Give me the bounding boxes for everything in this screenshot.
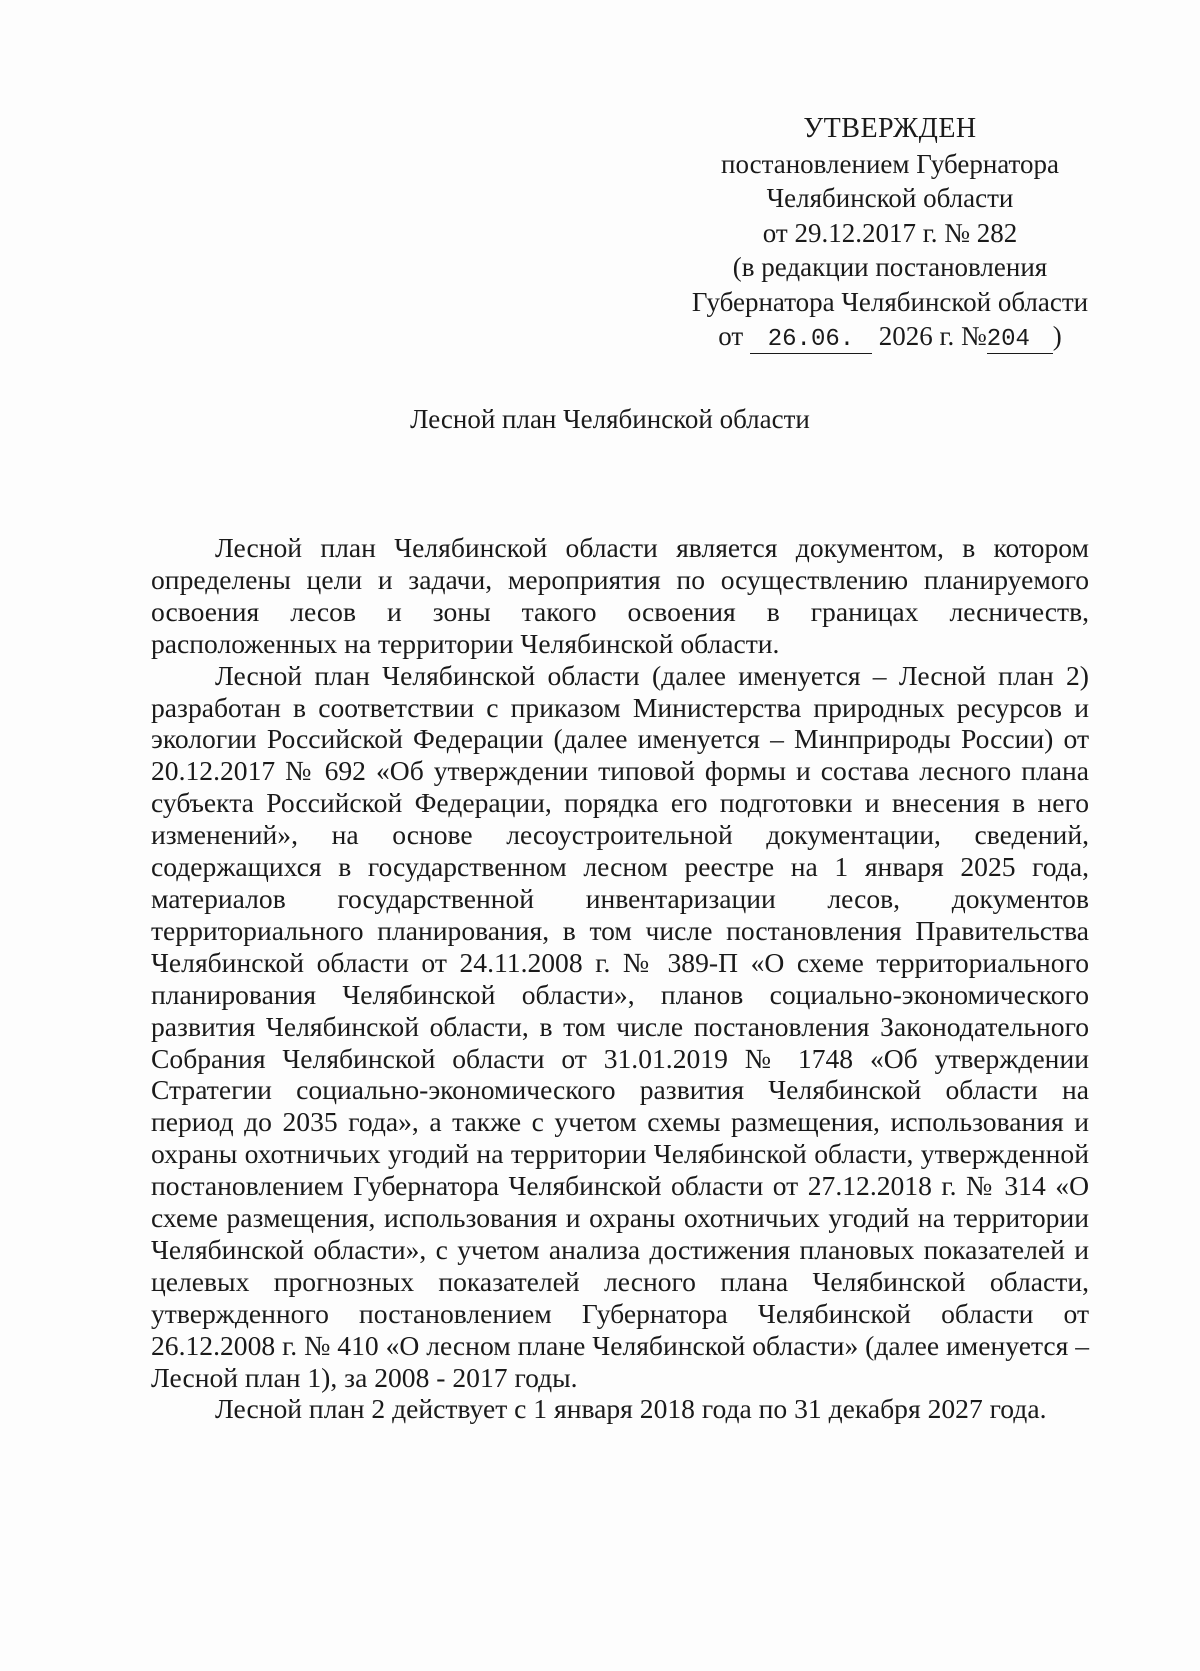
- amendment-number-field: 204: [987, 327, 1053, 354]
- document-body: [151, 532, 1089, 1425]
- body-paragraph: Лесной план Челябинской области является документом, в котором определены цели и задачи, мероприятия по осуществлению планируемого освоения лесов и зоны такого освоения в границах лесничеств, расположенных на территории Челябинской области.: [151, 532, 1089, 659]
- amendment-line: [680, 319, 1100, 354]
- approval-line: постановлением Губернатора: [721, 148, 1059, 179]
- body-paragraph: Лесной план Челябинской области (далее именуется – Лесной план 2) разработан в соответствии с приказом Министерства природных ресурсов и экологии Российской Федерации (далее именуется – Минприроды России) от 20.12.2017 № 692 «Об утверждении типовой формы и состава лесного плана субъекта Российской Федерации, порядка его подготовки и внесения в него изменений», на основе лесоустроительной документации, сведений, содержащихся в государственном лесном реестре на 1 января 2025 года, материалов государственной инвентаризации лесов, документов территориального планирования, в том числе постановления Правительства Челябинской области от 24.11.2008 г. № 389-П «О схеме территориального планирования Челябинской области», планов социально-экономического развития Челябинской области, в том числе постановления Законодательного Собрания Челябинской области от 31.01.2019 № 1748 «Об утверждении Стратегии социально-экономического развития Челябинской области на период до 2035 года», а также с учетом схемы размещения, использования и охраны охотничьих угодий на территории Челябинской области, утвержденной постановлением Губернатора Челябинской области от 27.12.2018 г. № 314 «О схеме размещения, использования и охраны охотничьих угодий на территории Челябинской области», с учетом анализа достижения плановых показателей и целевых прогнозных показателей лесного плана Челябинской области, утвержденного постановлением Губернатора Челябинской области от 26.12.2008 г. № 410 «О лесном плане Челябинской области» (далее именуется – Лесной план 1), за 2008 - 2017 годы.: [151, 659, 1089, 1393]
- approval-line: Губернатора Челябинской области: [691, 286, 1089, 317]
- approval-line: (в редакции постановления: [732, 252, 1048, 282]
- body-paragraph: Лесной план 2 действует с 1 января 2018 года по 31 декабря 2027 года.: [215, 1393, 1047, 1425]
- amendment-year: 2026 г. №: [878, 321, 987, 351]
- approval-line: Челябинской области: [766, 183, 1014, 213]
- amendment-date-field: 26.06.: [750, 327, 872, 354]
- approval-line: от 29.12.2017 г. № 282: [762, 217, 1018, 248]
- approval-stamp: [680, 112, 1100, 354]
- amendment-close: ): [1052, 321, 1062, 351]
- amendment-prefix: от: [718, 321, 744, 351]
- document-title: Лесной план Челябинской области: [410, 404, 810, 434]
- approval-heading: УТВЕРЖДЕН: [803, 113, 977, 144]
